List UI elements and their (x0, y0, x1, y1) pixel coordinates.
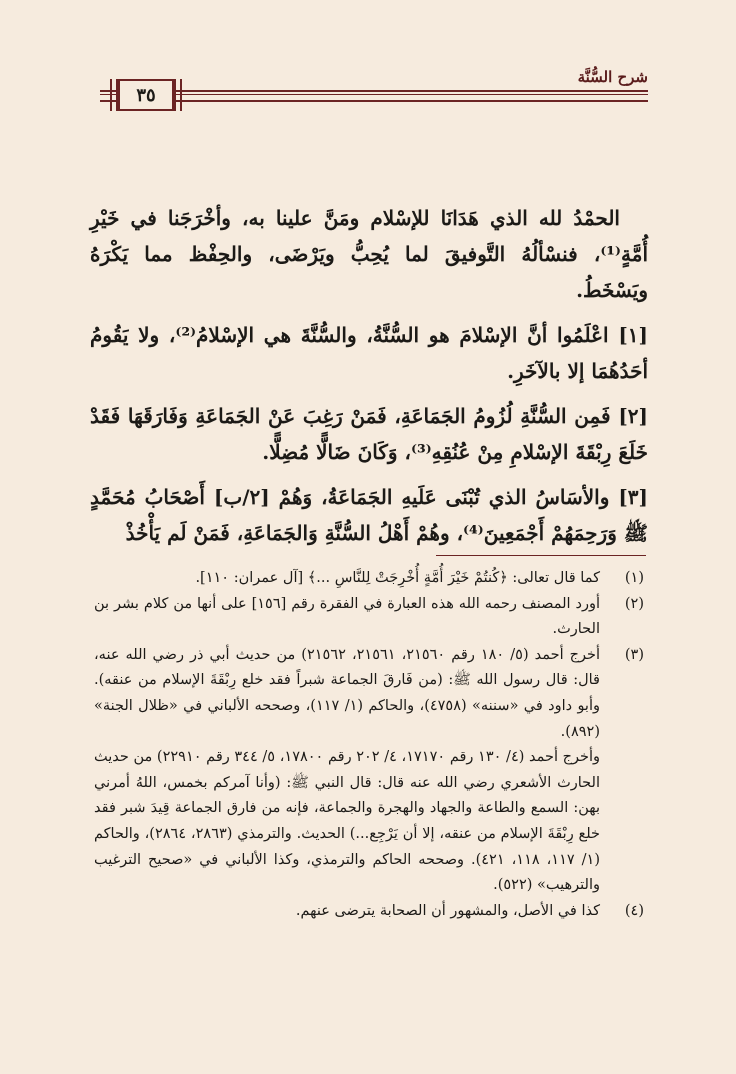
paragraph-1: [١] اعْلَمُوا أنَّ الإسْلامَ هو السُّنَّةُ، والسُّنَّةَ هي الإسْلامُ⁽²⁾، ولا يَقُومُ أحَدُهُمَا إلا بالآخَرِ. (90, 323, 648, 383)
paragraph-3: [٣] والأسَاسُ الذي تُبْنَى عَلَيهِ الجَمَاعَةُ، وَهُمْ [٢/ب] أَصْحَابُ مُحَمَّدٍ ﷺ وَرَحِمَهُمْ أَجْمَعِينَ⁽⁴⁾، وهُمْ أَهْلُ السُّنَّةِ وَالجَمَاعَةِ، فَمَنْ لَم يَأْخُذْ (90, 485, 648, 545)
footnote-separator (436, 555, 646, 556)
footnote-text: أورد المصنف رحمه الله هذه العبارة في الفقرة رقم [١٥٦] على أنها من كلام بشر بن الحارث. (94, 595, 600, 638)
footnote-text: كما قال تعالى: ﴿كُنتُمْ خَيْرَ أُمَّةٍ أُخْرِجَتْ لِلنَّاسِ ...﴾ [آل عمران: ١١٠]. (195, 570, 600, 586)
page-number: ٣٥ (118, 79, 174, 111)
running-header-title: شرح السُّنَّة (577, 68, 648, 86)
header-rule (100, 90, 648, 102)
footnote-number: (٢) (624, 595, 644, 612)
footnote-4 (94, 899, 644, 925)
footnote-1 (94, 566, 644, 592)
footnote-2 (94, 592, 644, 643)
footnote-number: (٣) (624, 646, 644, 663)
footnote-text: وأخرج أحمد (٤/ ١٣٠ رقم ١٧١٧٠، ٤/ ٢٠٢ رقم ١٧٨٠٠، ٥/ ٣٤٤ رقم ٢٢٩١٠) من حديث الحارث الأشعري رضي الله عنه قال: قال النبي ﷺ: (وأنا آمركم بخمس، اللهُ أمرني بهن: السمع والطاعة والجهاد والهجرة والجماعة، فإنه من فارق الجماعة قِيدَ شبر فقد خلع رِبْقَةَ الإسلام من عنقه، إلا أن يَرْجِع...) الحديث. والترمذي (٢٨٦٣، ٢٨٦٤)، والحاكم (١/ ١١٧، ١١٨، ٤٢١). وصححه الحاكم والترمذي، وكذا الألباني في «صحيح الترغيب والترهيب» (٥٢٢). (94, 749, 601, 894)
footnotes (94, 566, 644, 924)
main-text (90, 200, 648, 560)
paragraph-intro: الحمْدُ لله الذي هَدَانَا للإسْلام ومَنَّ علينا به، وأخْرَجَنا في خَيْرِ أُمَّةٍ⁽¹⁾، فنسْألُهُ التَّوفيقَ لما يُحِبُّ ويَرْضَى، والحِفْظ مما يَكْرَهُ ويَسْخَطُ. (90, 206, 648, 302)
footnote-text: كذا في الأصل، والمشهور أن الصحابة يترضى عنهم. (295, 902, 600, 919)
footnote-3 (94, 643, 644, 899)
footnote-number: (١) (624, 570, 644, 586)
footnote-text: أخرج أحمد (٥/ ١٨٠ رقم ٢١٥٦٠، ٢١٥٦١، ٢١٥٦٢) من حديث أبي ذر رضي الله عنه، قال: قال رسول الله ﷺ: (من فَارقَ الجماعة شبراً فقد خلع رِبْقَةَ الإسلام من عنقه). وأبو داود في «سننه» (٤٧٥٨)، والحاكم (١/ ١١٧)، وصححه الألباني في «ظلال الجنة» (٨٩٢). (94, 646, 601, 740)
footnote-number: (٤) (624, 902, 644, 919)
paragraph-2: [٢] فَمِن السُّنَّةِ لُزُومُ الجَمَاعَةِ، فَمَنْ رَغِبَ عَنْ الجَمَاعَةِ وَفَارَقَهَا فَقَدْ خَلَعَ رِبْقَةَ الإسْلامِ مِنْ عُنُقِهِ⁽³⁾، وَكَانَ ضَالًّا مُضِلًّا. (90, 404, 648, 464)
